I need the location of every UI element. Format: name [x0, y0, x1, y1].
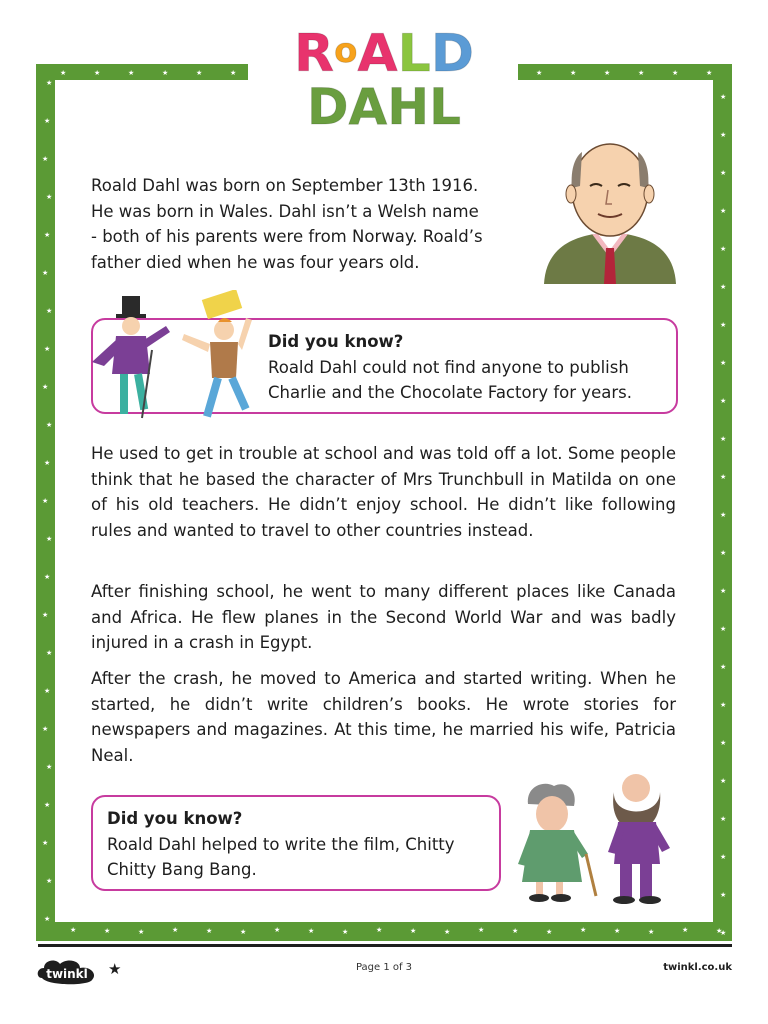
fact-heading: Did you know?: [268, 332, 404, 351]
border-star-icon: ★: [60, 69, 67, 77]
border-star-icon: ★: [720, 245, 727, 253]
border-star-icon: ★: [46, 421, 53, 429]
border-star-icon: ★: [44, 117, 51, 125]
wonka-and-charlie-illustration: [86, 290, 266, 430]
border-star-icon: ★: [42, 383, 49, 391]
border-star-icon: ★: [720, 397, 727, 405]
title-letter: D: [430, 24, 474, 84]
border-star-icon: ★: [94, 69, 101, 77]
border-star-icon: ★: [444, 928, 451, 936]
border-star-icon: ★: [716, 927, 723, 935]
border-star-icon: ★: [46, 877, 53, 885]
fact-line: Roald Dahl helped to write the film, Chitty: [107, 834, 455, 854]
title-letter: L: [397, 24, 431, 84]
border-star-icon: ★: [46, 763, 53, 771]
title-letter: o: [334, 31, 358, 71]
star-icon: ★: [108, 960, 122, 978]
border-star-icon: ★: [720, 929, 727, 937]
border-star-icon: ★: [44, 231, 51, 239]
border-star-icon: ★: [42, 155, 49, 163]
border-star-icon: ★: [720, 663, 727, 671]
border-star-icon: ★: [604, 69, 611, 77]
border-star-icon: ★: [720, 739, 727, 747]
intro-line: - both of his parents were from Norway. Roald’s: [91, 227, 483, 246]
fact-heading: Did you know?: [107, 809, 243, 828]
border-star-icon: ★: [720, 359, 727, 367]
border-star-icon: ★: [648, 928, 655, 936]
border-star-icon: ★: [44, 801, 51, 809]
border-star-icon: ★: [706, 69, 713, 77]
border-star-icon: ★: [720, 321, 727, 329]
fact-box-text: [107, 806, 497, 883]
roald-dahl-portrait-illustration: [542, 138, 678, 286]
page-number: Page 1 of 3: [355, 962, 413, 973]
border-star-icon: ★: [46, 535, 53, 543]
border-star-icon: ★: [536, 69, 543, 77]
border-star-icon: ★: [44, 345, 51, 353]
border-star-icon: ★: [128, 69, 135, 77]
title-letter: D: [307, 78, 349, 136]
border-star-icon: ★: [720, 473, 727, 481]
border-star-icon: ★: [44, 915, 51, 923]
border-star-icon: ★: [42, 611, 49, 619]
border-star-icon: ★: [720, 701, 727, 709]
title-line-1: [250, 24, 518, 84]
border-star-icon: ★: [206, 927, 213, 935]
footer-divider: [38, 944, 732, 947]
border-star-icon: ★: [614, 927, 621, 935]
title-letter: R: [294, 24, 335, 84]
border-star-icon: ★: [720, 815, 727, 823]
writing-paragraph: After the crash, he moved to America and started writing. When he started, he didn’t write children’s books. He wrote stories for newspapers and magazines. At this time, he married his wife, Patricia Neal.: [91, 669, 676, 765]
border-star-icon: ★: [720, 891, 727, 899]
border-star-icon: ★: [42, 839, 49, 847]
border-star-icon: ★: [138, 928, 145, 936]
border-star-icon: ★: [638, 69, 645, 77]
border-star-icon: ★: [104, 927, 111, 935]
border-star-icon: ★: [42, 725, 49, 733]
border-star-icon: ★: [720, 587, 727, 595]
border-star-icon: ★: [44, 687, 51, 695]
title-line-2: [250, 78, 518, 136]
border-star-icon: ★: [162, 69, 169, 77]
border-star-icon: ★: [240, 928, 247, 936]
travel-paragraph: After finishing school, he went to many different places like Canada and Africa. He flew planes in the Second World War and was badly injured in a crash in Egypt.: [91, 582, 676, 652]
title-letter: A: [348, 78, 388, 136]
title-letter: L: [429, 78, 461, 136]
border-star-icon: ★: [720, 93, 727, 101]
border-star-icon: ★: [342, 928, 349, 936]
fact-line: Roald Dahl could not find anyone to publish: [268, 357, 629, 377]
border-star-icon: ★: [230, 69, 237, 77]
intro-line: He was born in Wales. Dahl isn’t a Welsh name: [91, 201, 479, 221]
fact-line: Charlie and the Chocolate Factory for years.: [268, 383, 632, 402]
border-star-icon: ★: [720, 777, 727, 785]
border-star-icon: ★: [720, 435, 727, 443]
border-star-icon: ★: [42, 269, 49, 277]
title-letter: H: [387, 78, 430, 136]
border-star-icon: ★: [546, 928, 553, 936]
border-star-icon: ★: [720, 511, 727, 519]
fact-box-chitty: [91, 795, 501, 891]
border-star-icon: ★: [46, 79, 53, 87]
border-star-icon: ★: [42, 497, 49, 505]
border-star-icon: ★: [512, 927, 519, 935]
the-twits-illustration: [512, 768, 682, 908]
border-star-icon: ★: [308, 927, 315, 935]
border-star-icon: ★: [720, 131, 727, 139]
fact-line: Chitty Bang Bang.: [107, 860, 257, 879]
border-star-icon: ★: [172, 926, 179, 934]
border-star-icon: ★: [44, 459, 51, 467]
border-star-icon: ★: [46, 307, 53, 315]
border-star-icon: ★: [720, 549, 727, 557]
border-star-icon: ★: [46, 649, 53, 657]
border-star-icon: ★: [70, 926, 77, 934]
border-star-icon: ★: [274, 926, 281, 934]
border-star-icon: ★: [672, 69, 679, 77]
intro-paragraph: [91, 173, 531, 275]
border-star-icon: ★: [720, 283, 727, 291]
border-star-icon: ★: [720, 853, 727, 861]
border-star-icon: ★: [720, 207, 727, 215]
twinkl-logo[interactable]: [36, 956, 98, 988]
logo-text: twinkl: [46, 967, 88, 981]
intro-line: father died when he was four years old.: [91, 252, 420, 272]
site-url[interactable]: twinkl.co.uk: [663, 962, 732, 973]
border-star-icon: ★: [682, 926, 689, 934]
border-star-icon: ★: [580, 926, 587, 934]
title-letter: A: [357, 24, 398, 84]
border-star-icon: ★: [570, 69, 577, 77]
school-paragraph: He used to get in trouble at school and was told off a lot. Some people think that he based the character of Mrs Trunchbull in Matilda on one of his old teachers. He didn’t enjoy school. He didn’t like following rules and wanted to travel to other countries instead.: [91, 444, 676, 540]
page-title: [250, 24, 518, 136]
border-star-icon: ★: [376, 926, 383, 934]
border-star-icon: ★: [44, 573, 51, 581]
border-star-icon: ★: [720, 625, 727, 633]
border-star-icon: ★: [720, 169, 727, 177]
border-star-icon: ★: [196, 69, 203, 77]
fact-box-text: [268, 329, 673, 406]
border-star-icon: ★: [478, 926, 485, 934]
intro-line: Roald Dahl was born on September 13th 1916.: [91, 176, 479, 195]
border-star-icon: ★: [410, 927, 417, 935]
border-star-icon: ★: [46, 193, 53, 201]
